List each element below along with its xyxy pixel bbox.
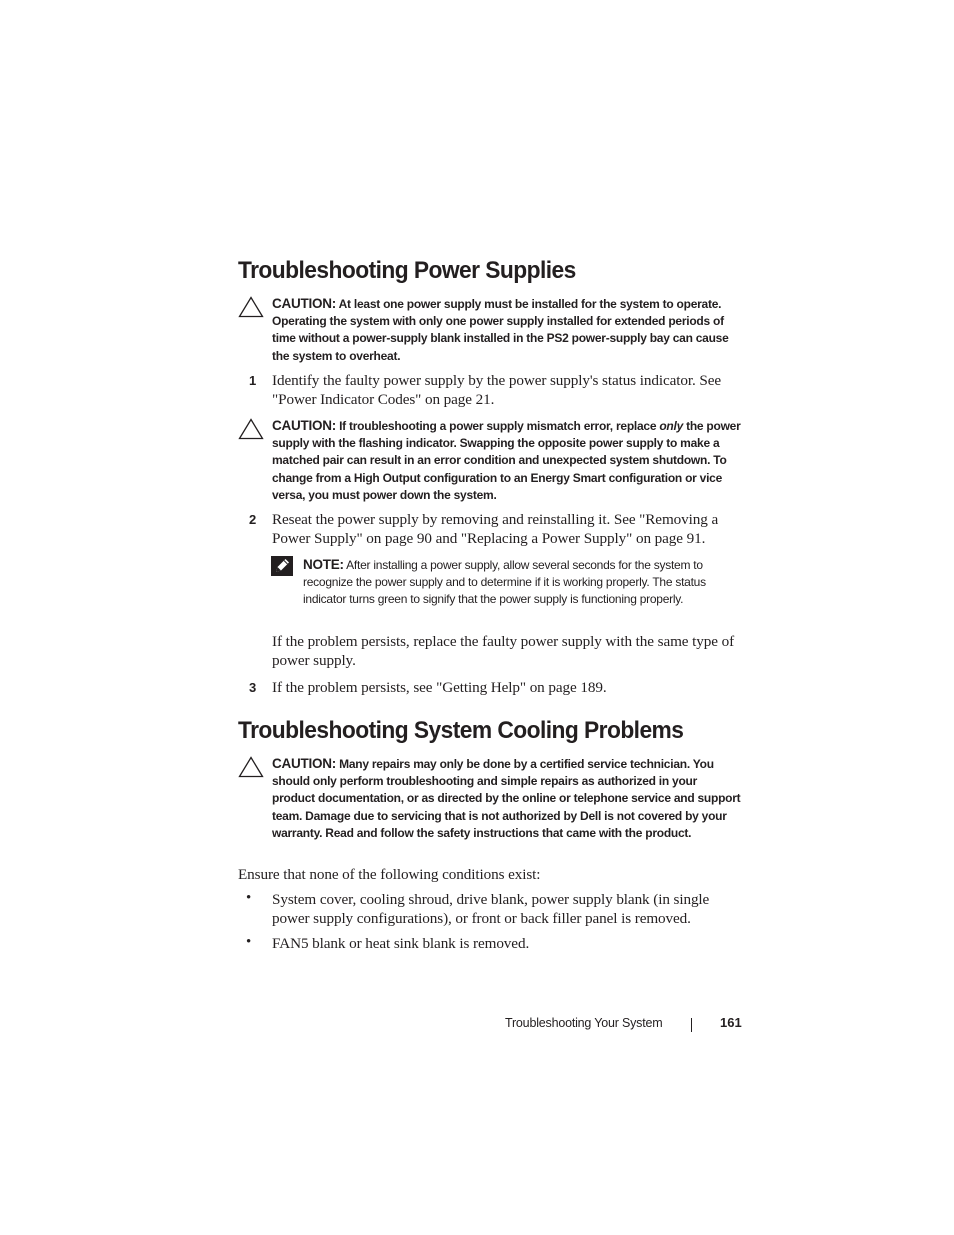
step-identify-faulty-supply: Identify the faulty power supply by the power supply's status indicator. See "Power Indicator Codes" on page 21. <box>272 372 721 408</box>
bullet-marker: • <box>246 934 252 950</box>
step-followup-replace: If the problem persists, replace the faulty power supply with the same type of power supply. <box>272 633 735 669</box>
caution-text: Many repairs may only be done by a certified service technician. You should only perform troubleshooting and simple repairs as authorized in your product documentation, or as directed by the online or telephone service and support team. Damage due to servicing that is not authorized by Dell is not covered by your warranty. Read and follow the safety instructions that came with the product. <box>272 757 741 840</box>
caution-triangle-icon <box>238 418 264 440</box>
footer-page-number: 161 <box>720 1015 742 1030</box>
footer-separator <box>691 1018 692 1032</box>
step-number: 1 <box>249 373 257 388</box>
caution-power-supply-minimum <box>272 295 742 365</box>
cooling-intro: Ensure that none of the following conditions exist: <box>238 866 541 883</box>
caution-triangle-icon <box>238 756 264 778</box>
step-number: 3 <box>249 680 257 695</box>
note-pencil-icon <box>271 556 293 576</box>
caution-text-part: the power supply with the flashing indicator. Swapping the opposite power supply to make a matched pair can result in an error condition and unexpected system shutdown. To change from a High Output configuration to an Energy Smart configuration or vice versa, you must power down the system. <box>272 419 741 502</box>
note-label: NOTE: <box>303 557 344 572</box>
caution-certified-technician <box>272 755 742 842</box>
note-text: After installing a power supply, allow several seconds for the system to recognize the power supply and to determine if it is working properly. The status indicator turns green to signify that the power supply is functioning properly. <box>303 558 706 607</box>
footer-chapter-title: Troubleshooting Your System <box>505 1016 663 1030</box>
caution-label: CAUTION: <box>272 756 336 771</box>
bullet-marker: • <box>246 890 252 906</box>
section-title-power-supplies: Troubleshooting Power Supplies <box>238 257 576 284</box>
caution-text: At least one power supply must be installed for the system to operate. Operating the system with only one power supply installed for extended periods of time without a power-supply blank installed in the PS2 power-supply bay can cause the system to overheat. <box>272 297 729 363</box>
caution-label: CAUTION: <box>272 296 336 311</box>
list-item: System cover, cooling shroud, drive blank, power supply blank (in single power supply configurations), or front or back filler panel is removed. <box>272 891 710 927</box>
note-installing-power-supply <box>303 556 743 609</box>
step-getting-help: If the problem persists, see "Getting Help" on page 189. <box>272 679 607 696</box>
caution-text-part: If troubleshooting a power supply mismatch error, replace <box>339 419 660 433</box>
step-number: 2 <box>249 512 257 527</box>
list-item: FAN5 blank or heat sink blank is removed. <box>272 935 530 952</box>
caution-emphasis: only <box>659 419 684 433</box>
caution-power-supply-mismatch <box>272 417 742 504</box>
caution-label: CAUTION: <box>272 418 336 433</box>
section-title-cooling-problems: Troubleshooting System Cooling Problems <box>238 717 684 744</box>
caution-triangle-icon <box>238 296 264 318</box>
step-reseat-power-supply: Reseat the power supply by removing and reinstalling it. See "Removing a Power Supply" on page 90 and "Replacing a Power Supply" on page 91. <box>272 511 719 547</box>
